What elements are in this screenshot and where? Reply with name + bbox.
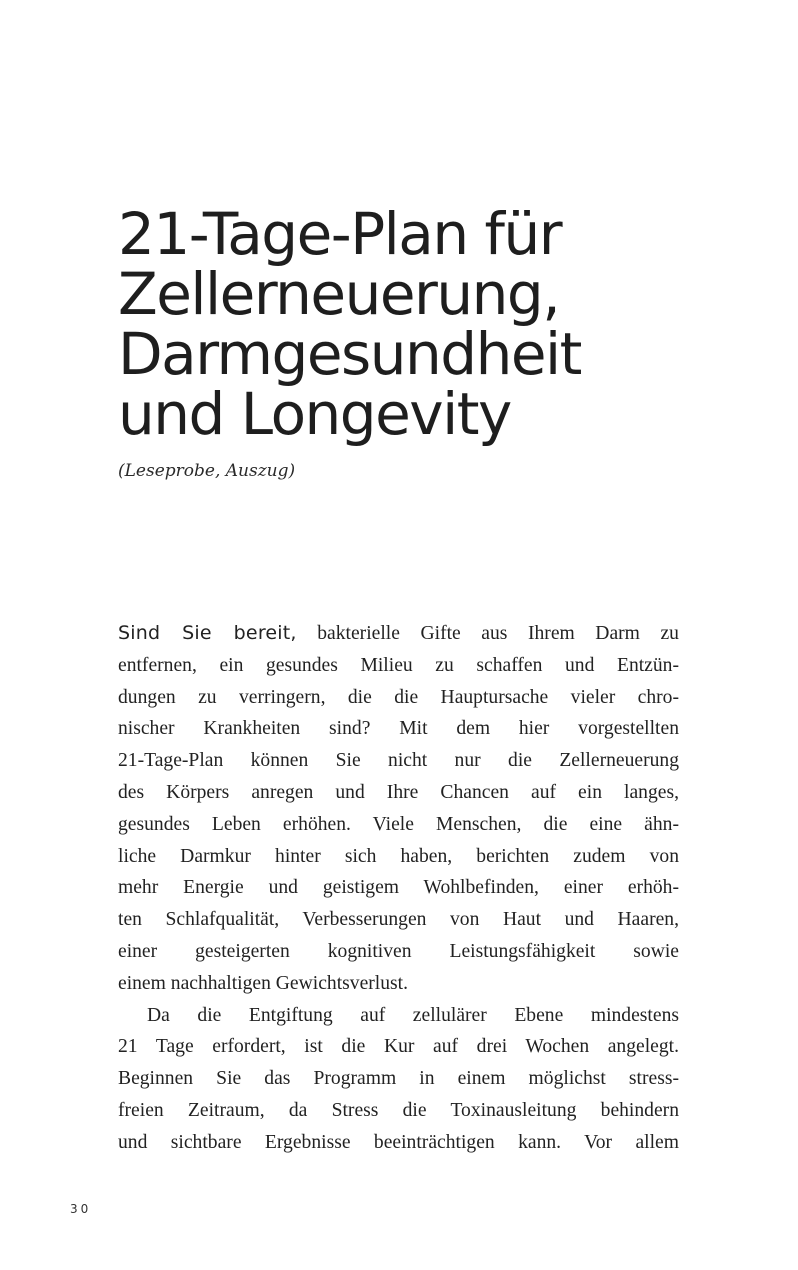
paragraph-line: einer gesteigerten kognitiven Leistungsfähigkeit sowie	[118, 940, 679, 962]
body-text	[118, 618, 679, 1159]
paragraph-line: gesundes Leben erhöhen. Viele Menschen, die eine ähn-	[118, 813, 679, 835]
page-number: 30	[70, 1202, 92, 1216]
title-line-1: 21-Tage-Plan für	[118, 200, 562, 268]
paragraph-line: liche Darmkur hinter sich haben, berichten zudem von	[118, 845, 679, 867]
title-line-4: und Longevity	[118, 380, 511, 448]
title-line-2: Zellerneuerung,	[118, 260, 560, 328]
paragraph-line	[118, 618, 679, 650]
paragraph-line: und sichtbare Ergebnisse beeinträchtigen kann. Vor allem	[118, 1131, 679, 1153]
paragraph-2	[118, 1000, 679, 1159]
paragraph-line: Da die Entgiftung auf zellulärer Ebene mindestens	[147, 1004, 679, 1026]
paragraph-line: mehr Energie und geistigem Wohlbefinden, einer erhöh-	[118, 877, 679, 899]
paragraph-line: Beginnen Sie das Programm in einem möglichst stress-	[118, 1068, 679, 1090]
paragraph-line: ten Schlafqualität, Verbesserungen von Haut und Haaren,	[118, 909, 679, 931]
paragraph-line: dungen zu verringern, die die Hauptursache vieler chro-	[118, 686, 679, 708]
paragraph-1	[118, 618, 679, 1000]
paragraph-line: nischer Krankheiten sind? Mit dem hier vorgestellten	[118, 718, 679, 740]
title-line-3: Darmgesundheit	[118, 320, 581, 388]
paragraph-line: 21-Tage-Plan können Sie nicht nur die Zellerneuerung	[118, 750, 679, 772]
lead-in: Sind Sie bereit,	[118, 622, 297, 644]
paragraph-line: 21 Tage erfordert, ist die Kur auf drei Wochen angelegt.	[118, 1036, 679, 1058]
paragraph-line: einem nachhaltigen Gewichtsverlust.	[118, 972, 409, 994]
subtitle: (Leseprobe, Auszug)	[118, 461, 296, 481]
paragraph-line: freien Zeitraum, da Stress die Toxinausleitung behindern	[118, 1099, 679, 1121]
paragraph-line-text: bakterielle Gifte aus Ihrem Darm zu	[317, 623, 679, 644]
page-title	[118, 200, 738, 448]
paragraph-line: des Körpers anregen und Ihre Chancen auf ein langes,	[118, 781, 679, 803]
paragraph-line: entfernen, ein gesundes Milieu zu schaffen und Entzün-	[118, 654, 679, 676]
